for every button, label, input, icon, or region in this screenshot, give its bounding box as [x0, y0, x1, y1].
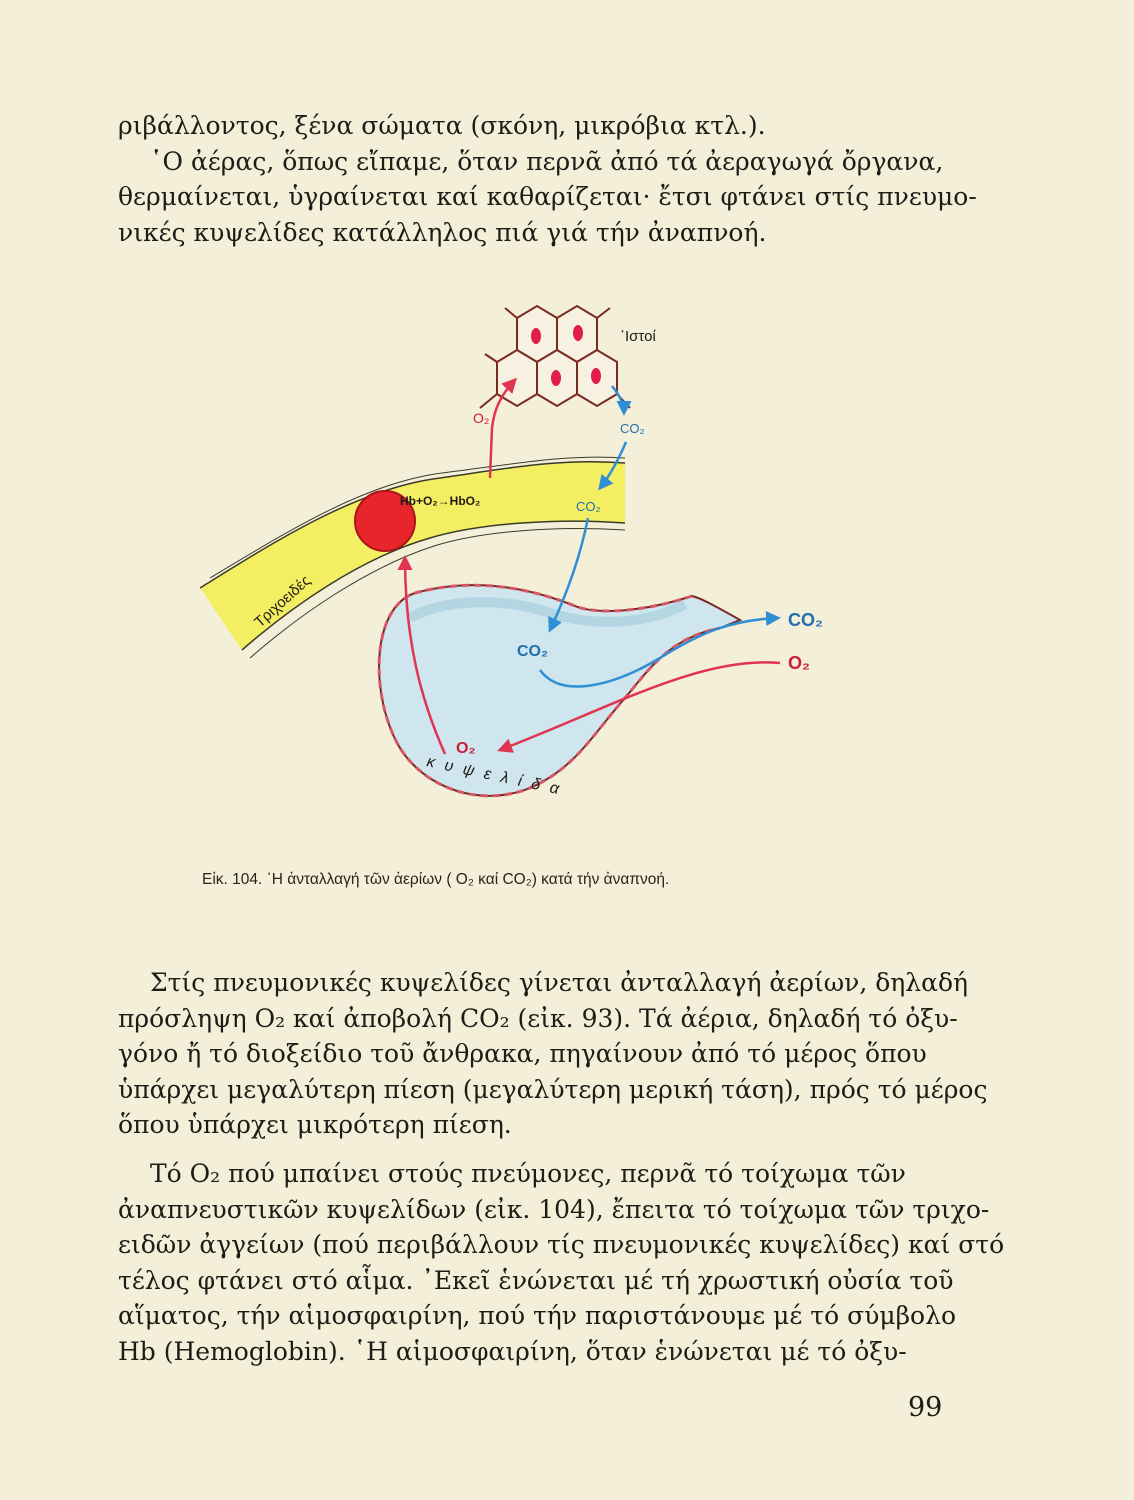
- text-line: ὅπου ὑπάρχει μικρότερη πίεση.: [118, 1110, 512, 1139]
- body-paragraph-1: [118, 965, 988, 1143]
- text-line: γόνο ἤ τό διοξείδιο τοῦ ἄνθρακα, πηγαίνουν ἀπό τό μέρος ὅπου: [118, 1039, 927, 1068]
- text-line: ειδῶν ἀγγείων (πού περιβάλλουν τίς πνευμονικές κυψελίδες) καί στό: [118, 1230, 1005, 1259]
- figure-caption: Εἰκ. 104. ῾Η ἀνταλλαγή τῶν ἀερίων ( O₂ καί CO₂) κατά τήν ἀναπνοή.: [202, 871, 670, 888]
- alveolus-label: κυψελίδα: [425, 753, 571, 801]
- co2-tissue-label: CO₂: [620, 421, 645, 436]
- text-line: ῾Ο ἀέρας, ὅπως εἴπαμε, ὅταν περνᾶ ἀπό τά ἀεραγωγά ὄργανα,: [150, 146, 944, 176]
- text-line: τέλος φτάνει στό αἷμα. ᾿Εκεῖ ἑνώνεται μέ τή χρωστική οὐσία τοῦ: [118, 1265, 954, 1295]
- top-paragraph: [118, 108, 977, 250]
- text-line: Στίς πνευμονικές κυψελίδες γίνεται ἀνταλλαγή ἀερίων, δηλαδή: [150, 968, 969, 997]
- text-line: θερμαίνεται, ὑγραίνεται καί καθαρίζεται· ἔτσι φτάνει στίς πνευμο-: [118, 182, 977, 211]
- text-line: πρόσληψη O₂ καί ἀποβολή CO₂ (εἰκ. 93). Τά ἀέρια, δηλαδή τό ὀξυ-: [118, 1003, 958, 1033]
- page-number: 99: [908, 1392, 943, 1423]
- text-line: νικές κυψελίδες κατάλληλος πιά γιά τήν ἀναπνοή.: [118, 217, 767, 247]
- tissue-cells: [480, 306, 630, 408]
- text-line: Hb (Hemoglobin). ῾Η αἱμοσφαιρίνη, ὅταν ἑνώνεται μέ τό ὀξυ-: [118, 1336, 907, 1366]
- text-line: αἵματος, τήν αἱμοσφαιρίνη, πού τήν παριστάνουμε μέ τό σύμβολο: [118, 1301, 957, 1330]
- co2-capillary-label: CO₂: [576, 499, 601, 514]
- co2-alveolus-label: CO₂: [517, 643, 549, 660]
- co2-out-label: CO₂: [788, 610, 823, 630]
- text-line: Τό O₂ πού μπαίνει στούς πνεύμονες, περνᾶ τό τοίχωμα τῶν: [150, 1159, 906, 1188]
- o2-tissue-label: O₂: [473, 410, 490, 426]
- o2-in-label: O₂: [788, 653, 810, 673]
- body-paragraph-2: [118, 1156, 1005, 1369]
- tissues-label: ῾Ιστοί: [620, 328, 656, 345]
- capillary-label: Τριχοειδές: [251, 572, 315, 631]
- gas-exchange-diagram: [180, 278, 860, 818]
- text-line: ριβάλλοντος, ξένα σώματα (σκόνη, μικρόβια κτλ.).: [118, 111, 766, 140]
- hemoglobin-reaction: Hb+O₂→HbO₂: [400, 494, 481, 508]
- o2-alveolus-label: O₂: [456, 740, 476, 757]
- text-line: ἀναπνευστικῶν κυψελίδων (εἰκ. 104), ἔπειτα τό τοίχωμα τῶν τριχο-: [118, 1194, 990, 1224]
- text-line: ὑπάρχει μεγαλύτερη πίεση (μεγαλύτερη μερική τάση), πρός τό μέρος: [118, 1074, 988, 1104]
